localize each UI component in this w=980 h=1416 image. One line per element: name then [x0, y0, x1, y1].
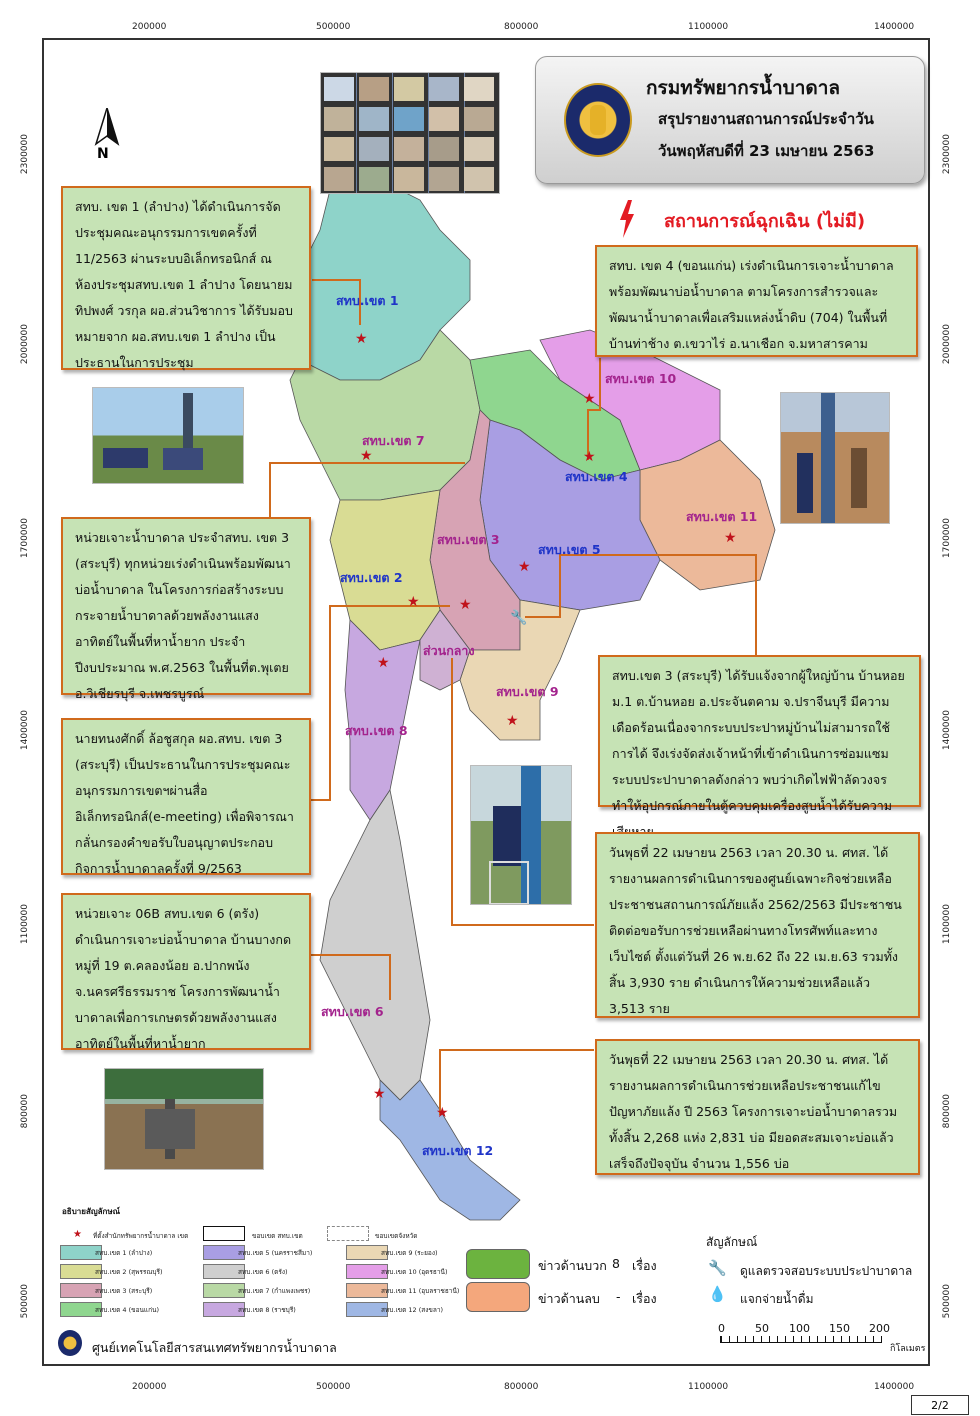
legend-province-boundary-label: ขอบเขตจังหวัด — [375, 1232, 418, 1240]
grid-right-7: 500000 — [942, 1284, 952, 1319]
grid-left-1: 2300000 — [20, 134, 30, 175]
region-6-area — [320, 790, 430, 1100]
office-star-12: ★ — [436, 1105, 449, 1121]
legend-province-boundary-swatch — [327, 1226, 369, 1241]
lightning-icon — [620, 200, 634, 238]
grid-bottom-3: 800000 — [504, 1382, 539, 1392]
office-star-9: ★ — [506, 713, 519, 729]
legend-label: สทบ.เขต 5 (นครราชสีมา) — [238, 1249, 313, 1257]
wrench-icon: 🔧 — [510, 610, 528, 626]
note-region-4: สทบ. เขต 4 (ขอนแก่น) เร่งดำเนินการเจาะน้ำบาดาลพร้อมพัฒนาบ่อน้ำบาดาล ตามโครงการสำรวจและพัฒนาน้ำบาดาลเพื่อเสริมแหล่งน้ำดิบ (704) ในพื้นที่บ้านท่าช้าง ต.เขวาไร่ อ.นาเชือก จ.มหาสารคาม — [595, 245, 918, 357]
grid-top-4: 1100000 — [688, 22, 729, 32]
region-10-label: สทบ.เขต 10 — [605, 371, 677, 386]
footer-org: ศูนย์เทคโนโลยีสารสนเทศทรัพยากรน้ำบาดาล — [92, 1340, 337, 1355]
water-legend-label: แจกจ่ายน้ำดื่ม — [740, 1292, 814, 1306]
legend-label: สทบ.เขต 11 (อุบลราชธานี) — [381, 1287, 460, 1295]
office-star-6: ★ — [373, 1086, 386, 1102]
region-6-label: สทบ.เขต 6 — [321, 1004, 384, 1019]
grid-top-5: 1400000 — [874, 22, 915, 32]
photo-video-conference — [320, 72, 500, 194]
region-4-label: สทบ.เขต 4 — [565, 469, 628, 484]
grid-left-4: 1400000 — [20, 710, 30, 751]
scale-tick-200: 200 — [869, 1322, 890, 1335]
office-star-7: ★ — [360, 448, 373, 464]
legend-label: สทบ.เขต 4 (ขอนแก่น) — [95, 1306, 160, 1314]
grid-left-2: 2000000 — [20, 324, 30, 365]
note-region-3-drilling: หน่วยเจาะน้ำบาดาล ประจำสทบ. เขต 3 (สระบุรี) ทุกหน่วยเร่งดำเนินพร้อมพัฒนาบ่อน้ำบาดาล ในโครงการก่อสร้างระบบกระจายน้ำบาดาลด้วยพลังงานแสงอาทิตย์ในพื้นที่หาน้ำยาก ประจำปีงบประมาณ พ.ศ.2563 ในพื้นที่ต.พุเตย อ.วิเชียรบุรี จ.เพชรบูรณ์ — [61, 517, 311, 695]
scale-tick-50: 50 — [755, 1322, 769, 1335]
office-star-2: ★ — [407, 594, 420, 610]
footer-seal-icon — [58, 1330, 82, 1356]
grid-left-5: 1100000 — [20, 904, 30, 945]
positive-news-swatch — [466, 1249, 530, 1279]
region-12-label: สทบ.เขต 12 — [422, 1143, 494, 1158]
photo-drilling-site — [104, 1068, 264, 1170]
negative-news-swatch — [466, 1282, 530, 1312]
legend-office-star-icon: ★ — [73, 1229, 82, 1240]
positive-news-count: 8 — [612, 1256, 620, 1271]
department-seal-icon — [564, 83, 632, 157]
note-region-3-repair: สทบ.เขต 3 (สระบุรี) ได้รับแจ้งจากผู้ใหญ่บ้าน บ้านหอย ม.1 ต.บ้านหอย อ.ประจันตคาม จ.ปราจีนบุรี มีความเดือดร้อนเนื่องจากระบบประปาหมู่บ้านไม่สามารถใช้การได้ จึงเร่งจัดส่งเจ้าหน้าที่เข้าดำเนินการซ่อมแซมระบบประปาบาดาลดังกล่าว พบว่าเกิดไฟฟ้าลัดวงจร ทำให้อุปกรณ์ภายในตู้ควบคุมเครื่องสูบน้ำได้รับความ — [598, 655, 921, 807]
grid-top-3: 800000 — [504, 22, 539, 32]
water-drop-icon: 💧 — [708, 1285, 727, 1303]
legend-label: สทบ.เขต 12 (สงขลา) — [381, 1306, 444, 1314]
legend-label: สทบ.เขต 2 (สุพรรณบุรี) — [95, 1268, 163, 1276]
legend-label: สทบ.เขต 6 (ตรัง) — [238, 1268, 288, 1276]
grid-right-4: 1400000 — [942, 710, 952, 751]
office-star-11: ★ — [724, 530, 737, 546]
header-report: สรุปรายงานสถานการณ์ประจำวัน — [658, 110, 874, 128]
connector-n8 — [440, 1050, 594, 1115]
photo-drilling-rig-2 — [780, 392, 890, 524]
grid-right-5: 1100000 — [942, 904, 952, 945]
region-8-label: สทบ.เขต 8 — [345, 723, 408, 738]
emergency-status: สถานการณ์ฉุกเฉิน (ไม่มี) — [664, 211, 866, 232]
grid-bottom-1: 200000 — [132, 1382, 167, 1392]
office-star-3: ★ — [459, 597, 472, 613]
grid-bottom-2: 500000 — [316, 1382, 351, 1392]
legend-title: อธิบายสัญลักษณ์ — [62, 1207, 121, 1216]
central-label: ส่วนกลาง — [423, 643, 475, 658]
office-star-5: ★ — [518, 559, 531, 575]
note-drought-helpline: วันพุธที่ 22 เมษายน 2563 เวลา 20.30 น. ศทส. ได้รายงานผลการดำเนินการของศูนย์เฉพาะกิจช่วยเหลือประชาชนสถานการณ์ภัยแล้ง 2562/2563 มีประชาชนติดต่อขอรับการช่วยเหลือผ่านทางโทรศัพท์และทางเว็บไซต์ ตั้งแต่วันที่ 26 พ.ย.62 ถึง 22 เม.ย.63 รวมทั้งสิ้น 3,930 ราย ดำเนินการให้ความช่วยเหลือแล้ว 3,513 ราย — [595, 832, 920, 1018]
grid-right-2: 2000000 — [942, 324, 952, 365]
region-8-area — [345, 620, 420, 820]
region-1-label: สทบ.เขต 1 — [336, 293, 399, 308]
photo-technician-repair — [470, 765, 572, 905]
note-region-6: หน่วยเจาะ 06B สทบ.เขต 6 (ตรัง) ดำเนินการเจาะบ่อน้ำบาดาล บ้านบางกดหมู่ที่ 19 ต.คลองน้อย อ.ปากพนัง จ.นครศรีธรรมราช โครงการพัฒนาน้ำบาดาลเพื่อการเกษตรด้วยพลังงานแสงอาทิตย์ในพื้นที่หาน้ำยาก — [61, 893, 311, 1050]
grid-left-7: 500000 — [20, 1284, 30, 1319]
legend-label: สทบ.เขต 1 (ลำปาง) — [95, 1249, 153, 1257]
region-5-label: สทบ.เขต 5 — [538, 542, 601, 557]
header-panel — [535, 56, 925, 184]
negative-news-count: - — [616, 1289, 621, 1304]
negative-news-label: ข่าวด้านลบ — [538, 1291, 600, 1306]
wrench-legend-icon: 🔧 — [708, 1259, 727, 1277]
legend-office-label: ที่ตั้งสำนักทรัพยากรน้ำบาดาล เขต — [93, 1232, 189, 1240]
legend-label: สทบ.เขต 7 (กำแพงเพชร) — [238, 1287, 311, 1295]
legend-label: สทบ.เขต 10 (อุดรธานี) — [381, 1268, 448, 1276]
negative-news-unit: เรื่อง — [632, 1291, 657, 1306]
legend-region-boundary-swatch — [203, 1226, 245, 1241]
wrench-legend-label: ดูแลตรวจสอบระบบประปาบาดาล — [740, 1264, 913, 1278]
office-star-1: ★ — [355, 331, 368, 347]
header-org: กรมทรัพยากรน้ำบาดาล — [646, 77, 841, 99]
region-11-label: สทบ.เขต 11 — [686, 509, 758, 524]
grid-right-1: 2300000 — [942, 134, 952, 175]
office-star-8: ★ — [377, 655, 390, 671]
scale-tick-150: 150 — [829, 1322, 850, 1335]
region-3-label: สทบ.เขต 3 — [437, 532, 500, 547]
note-region-3-meeting: นายทนงศักดิ์ ล้อชูสกุล ผอ.สทบ. เขต 3 (สระบุรี) เป็นประธานในการประชุมคณะอนุกรรมการเขตฯผ่านสื่ออิเล็กทรอนิกส์(e-meeting) เพื่อพิจารณากลั่นกรองคำขอรับใบอนุญาตประกอบกิจการน้ำบาดาลครั้งที่ 9/2563 — [61, 718, 311, 875]
scale-unit: กิโลเมตร — [890, 1344, 926, 1354]
grid-left-3: 1700000 — [20, 518, 30, 559]
page-number: 2/2 — [911, 1395, 969, 1415]
grid-right-3: 1700000 — [942, 518, 952, 559]
scale-tick-0: 0 — [718, 1322, 725, 1335]
note-drought-wells: วันพุธที่ 22 เมษายน 2563 เวลา 20.30 น. ศทส. ได้รายงานผลการดำเนินการช่วยเหลือประชาชนแก้ไขปัญหาภัยแล้ง ปี 2563 โครงการเจาะบ่อน้ำบาดาลรวมทั้งสิ้น 2,268 แห่ง 2,831 บ่อ มียอดสะสมเจาะบ่อแล้วเสร็จถึงปัจจุบัน จำนวน 1,556 บ่อ — [595, 1039, 920, 1175]
north-label: N — [97, 146, 109, 162]
legend-label: สทบ.เขต 8 (ราชบุรี) — [238, 1306, 296, 1314]
scale-tick-100: 100 — [789, 1322, 810, 1335]
region-7-label: สทบ.เขต 7 — [362, 433, 425, 448]
grid-left-6: 800000 — [20, 1094, 30, 1129]
grid-top-1: 200000 — [132, 22, 167, 32]
grid-top-2: 500000 — [316, 22, 351, 32]
legend-region-boundary-label: ขอบเขต สทบ.เขต — [252, 1232, 303, 1240]
office-star-4: ★ — [583, 449, 596, 465]
legend-label: สทบ.เขต 3 (สระบุรี) — [95, 1287, 153, 1295]
legend-label: สทบ.เขต 9 (ระยอง) — [381, 1249, 438, 1257]
grid-bottom-4: 1100000 — [688, 1382, 729, 1392]
photo-drilling-rig-1 — [92, 387, 244, 484]
symbols-title: สัญลักษณ์ — [706, 1235, 758, 1249]
region-2-label: สทบ.เขต 2 — [340, 570, 403, 585]
grid-bottom-5: 1400000 — [874, 1382, 915, 1392]
region-9-label: สทบ.เขต 9 — [496, 684, 559, 699]
grid-right-6: 800000 — [942, 1094, 952, 1129]
header-date: วันพฤหัสบดีที่ 23 เมษายน 2563 — [658, 142, 875, 160]
office-star-10: ★ — [583, 391, 596, 407]
positive-news-unit: เรื่อง — [632, 1258, 657, 1273]
positive-news-label: ข่าวด้านบวก — [538, 1258, 607, 1273]
note-region-1: สทบ. เขต 1 (ลำปาง) ได้ดำเนินการจัดประชุมคณะอนุกรรมการเขตครั้งที่ 11/2563 ผ่านระบบอิเล็กทรอนิกส์ ณ ห้องประชุมสทบ.เขต 1 ลำปาง โดยนายมทิปพงศ์ วรกุล ผอ.ส่วนวิชาการ ได้รับมอบหมายจาก ผอ.สทบ.เขต 1 ลำปาง เป็นประธานในการประชุม — [61, 186, 311, 370]
